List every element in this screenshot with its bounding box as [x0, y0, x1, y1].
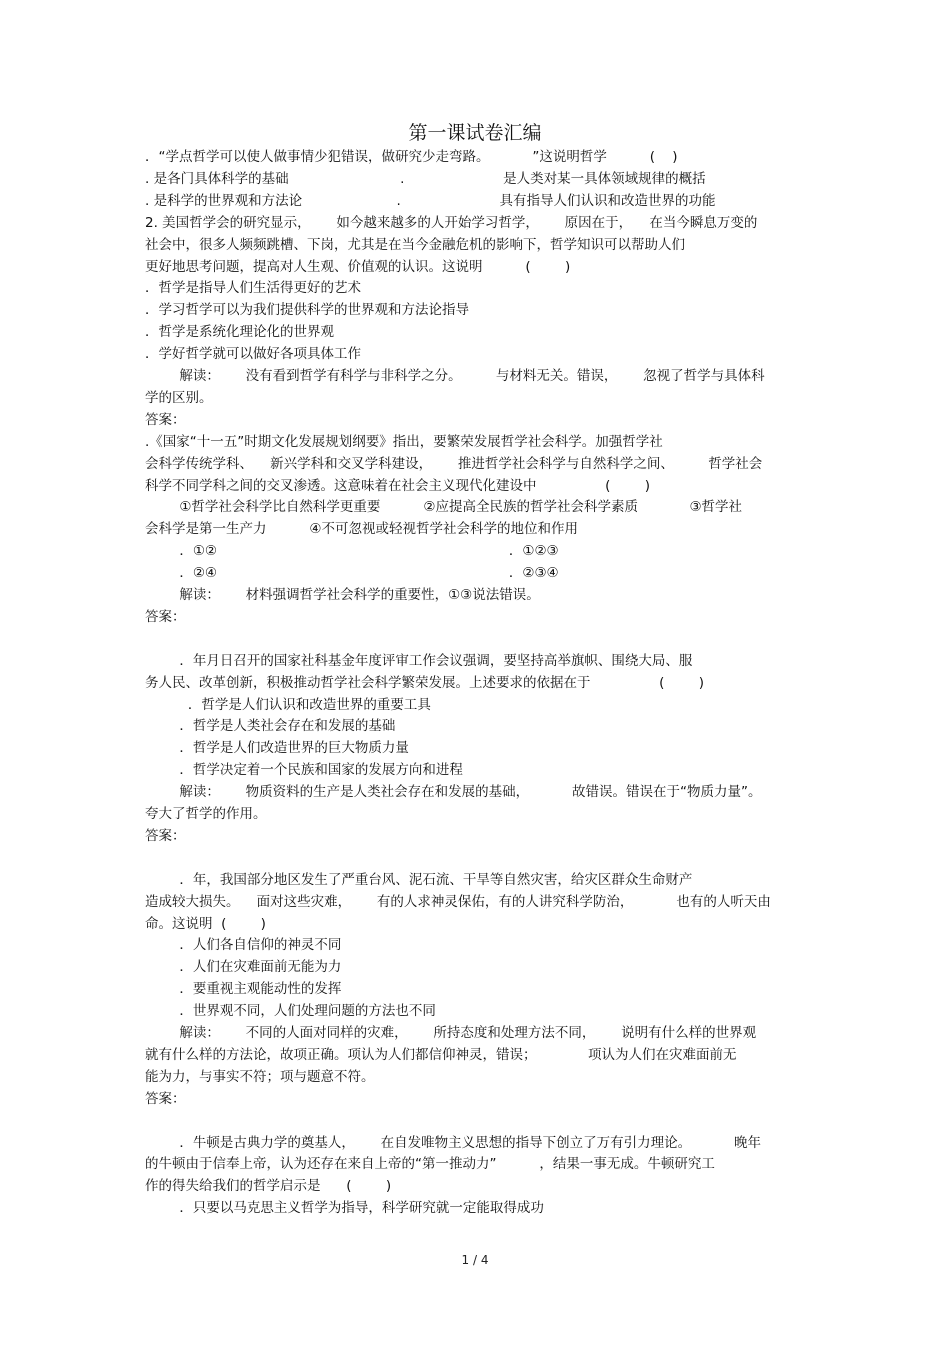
text-line: ．哲学是人们认识和改造世界的重要工具 — [145, 696, 431, 713]
text-line: 会科学传统学科、 新兴学科和交叉学科建设， 推进哲学社会科学与自然科学之间、 哲学社会 — [145, 455, 763, 472]
text-line: ．哲学是指导人们生活得更好的艺术 — [145, 280, 361, 297]
text-line: 答案： — [145, 1090, 186, 1107]
text-line: ．哲学决定着一个民族和国家的发展方向和进程 — [145, 762, 463, 779]
text-line: ．①② ．①②③ — [145, 543, 559, 560]
text-line: ．年，我国部分地区发生了严重台风、泥石流、干旱等自然灾害，给灾区群众生命财产 — [145, 871, 693, 888]
text-line: 学的区别。 — [145, 389, 213, 406]
text-line: . 是各门具体科学的基础 . 是人类对某一具体领域规律的概括 — [145, 170, 706, 187]
text-line: ．年月日召开的国家社科基金年度评审工作会议强调，要坚持高举旗帜、围绕大局、服 — [145, 652, 693, 669]
text-line: ．学习哲学可以为我们提供科学的世界观和方法论指导 — [145, 302, 469, 319]
page-number: 1 / 4 — [461, 1253, 489, 1267]
text-line: 务人民、改革创新，积极推动哲学社会科学繁荣发展。上述要求的依据在于 ( ) — [145, 674, 705, 691]
text-line: 解读： 材料强调哲学社会科学的重要性，①③说法错误。 — [145, 587, 540, 603]
text-line: 更好地思考问题，提高对人生观、价值观的认识。这说明 ( ) — [145, 258, 571, 275]
text-line: 答案： — [145, 411, 186, 428]
text-line: 2. 美国哲学会的研究显示， 如今越来越多的人开始学习哲学， 原因在于， 在当今瞬息万变的 — [145, 214, 758, 231]
text-line: 解读： 物质资料的生产是人类社会存在和发展的基础， 故错误。错误在于“物质力量”。 — [145, 784, 762, 801]
text-line: .《国家“十一五”时期文化发展规划纲要》指出，要繁荣发展哲学社会科学。加强哲学社 — [145, 433, 663, 450]
text-line: 解读： 不同的人面对同样的灾难， 所持态度和处理方法不同， 说明有什么样的世界观 — [145, 1025, 757, 1041]
text-line: ．只要以马克思主义哲学为指导，科学研究就一定能取得成功 — [145, 1200, 544, 1217]
text-line: 命。这说明 ( ) — [145, 915, 266, 932]
text-line: 夸大了哲学的作用。 — [145, 806, 267, 822]
text-line: ．哲学是系统化理论化的世界观 — [145, 324, 334, 341]
text-line: ．②④ ．②③④ — [145, 565, 559, 582]
document-title: 第一课试卷汇编 — [408, 122, 542, 144]
text-line: 答案： — [145, 827, 186, 844]
text-line: ．世界观不同，人们处理问题的方法也不同 — [145, 1003, 436, 1020]
text-line: 科学不同学科之间的交叉渗透。这意味着在社会主义现代化建设中 ( ) — [145, 477, 651, 494]
text-line: . 是科学的世界观和方法论 . 具有指导人们认识和改造世界的功能 — [145, 192, 716, 209]
text-line: ．人们在灾难面前无能为力 — [145, 959, 342, 976]
text-line: 作的得失给我们的哲学启示是 ( ) — [145, 1178, 392, 1195]
text-line: 会科学是第一生产力 ④不可忽视或轻视哲学社会科学的地位和作用 — [145, 521, 579, 538]
text-line: ．哲学是人们改造世界的巨大物质力量 — [145, 740, 409, 757]
text-line: ．“学点哲学可以使人做事情少犯错误，做研究少走弯路。 ”这说明哲学 ( ) — [145, 149, 678, 165]
text-line: 就有什么样的方法论，故项正确。项认为人们都信仰神灵，错误； 项认为人们在灾难面前无 — [145, 1046, 737, 1063]
text-line: 造成较大损失。 面对这些灾难， 有的人求神灵保佑，有的人讲究科学防治， 也有的人听天由 — [145, 893, 771, 910]
text-line: 的牛顿由于信奉上帝，认为还存在来自上帝的“第一推动力” ，结果一事无成。牛顿研究工 — [145, 1156, 715, 1173]
text-line: 答案： — [145, 608, 186, 625]
text-line: 解读： 没有看到哲学有科学与非科学之分。 与材料无关。错误， 忽视了哲学与具体科 — [145, 368, 765, 384]
text-line: 能为力，与事实不符；项与题意不符。 — [145, 1068, 375, 1085]
text-line: ．牛顿是古典力学的奠基人， 在自发唯物主义思想的指导下创立了万有引力理论。 晚年 — [145, 1134, 761, 1151]
text-line: ．要重视主观能动性的发挥 — [145, 981, 342, 998]
text-line: 社会中，很多人频频跳槽、下岗，尤其是在当今金融危机的影响下，哲学知识可以帮助人们 — [145, 236, 685, 253]
text-line: ．学好哲学就可以做好各项具体工作 — [145, 346, 361, 363]
text-line: ．人们各自信仰的神灵不同 — [145, 937, 342, 954]
text-line: ．哲学是人类社会存在和发展的基础 — [145, 718, 396, 735]
text-line: ①哲学社会科学比自然科学更重要 ②应提高全民族的哲学社会科学素质 ③哲学社 — [145, 499, 743, 516]
